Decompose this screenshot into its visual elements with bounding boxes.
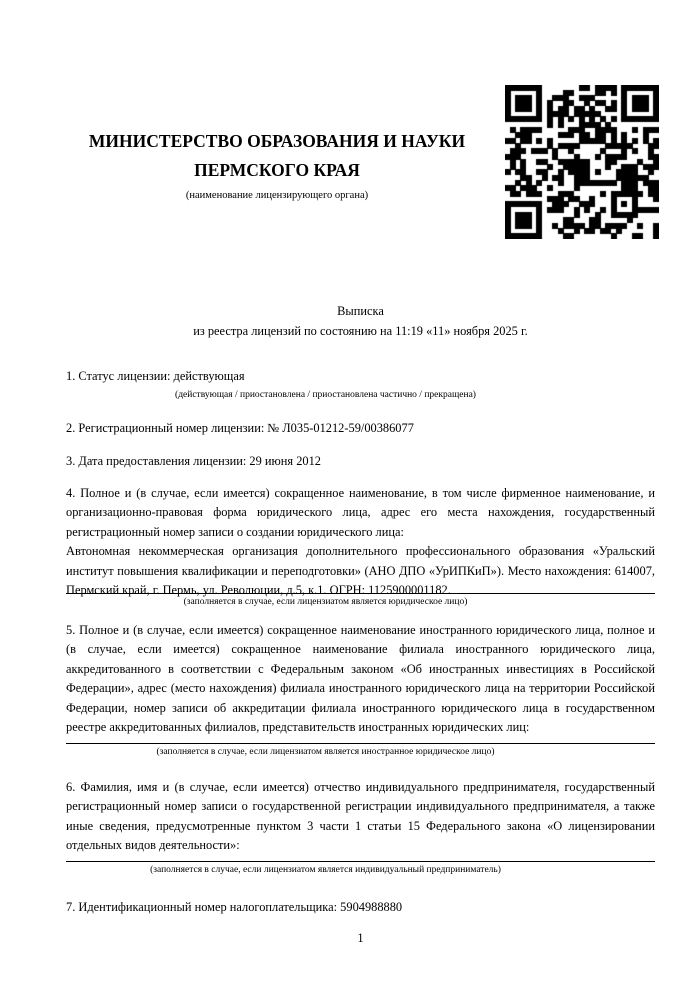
authority-name-line2: ПЕРМСКОГО КРАЯ xyxy=(194,160,360,180)
legal-entity-question: 4. Полное и (в случае, если имеется) сокращенное наименование, в том числе фирменное наименование, и организационно-правовая форма юридического лица, адрес его места нахождения, государственный регистрационный номер записи о создании юридического лица: xyxy=(66,486,655,539)
qr-code-icon xyxy=(505,85,659,239)
authority-name-line1: МИНИСТЕРСТВО ОБРАЗОВАНИЯ И НАУКИ xyxy=(88,131,466,151)
foreign-entity-underline xyxy=(66,743,655,744)
registration-number-text: 2. Регистрационный номер лицензии: № Л035-01212-59/00386077 xyxy=(66,421,414,435)
legal-entity-answer: Автономная некоммерческая организация дополнительного профессионального образования «Уральский институт повышения квалификации и переподготовки» (АНО ДПО «УрИПКиП»). Место нахождения: 614007, Пермский край, г. Пермь, ул. Революции, д.5, к.1. ОГРН: 1125900001182. xyxy=(66,544,655,598)
license-status-text: 1. Статус лицензии: действующая xyxy=(66,369,245,383)
document-title-line1: Выписка xyxy=(337,304,384,318)
page-number: 1 xyxy=(357,931,364,945)
entrepreneur-caption: (заполняется в случае, если лицензиатом является индивидуальный предприниматель) xyxy=(150,864,501,875)
authority-name-caption: (наименование лицензирующего органа) xyxy=(185,190,369,201)
section-taxpayer-id xyxy=(66,898,655,917)
section-registration-number xyxy=(66,419,655,438)
section-legal-entity xyxy=(66,484,655,609)
license-status-caption: (действующая / приостановлена / приостановлена частично / прекращена) xyxy=(175,390,476,401)
grant-date-text: 3. Дата предоставления лицензии: 29 июня 2012 xyxy=(66,454,322,468)
taxpayer-id-text: 7. Идентификационный номер налогоплательщика: 5904988880 xyxy=(66,900,403,914)
foreign-entity-caption: (заполняется в случае, если лицензиатом является иностранное юридическое лицо) xyxy=(156,747,495,758)
foreign-entity-question: 5. Полное и (в случае, если имеется) сокращенное наименование иностранного юридического лица, полное и (в случае, если имеется) сокращенное наименование филиала иностранного юридического лица, аккредитованного в соответствии с Федеральным законом «Об иностранных инвестициях в Российской Федерации», адрес (место нахождения) филиала иностранного юридического лица на территории Российской Федерации, номер записи об аккредитации филиала иностранного юридического лица в государственном реестре аккредитованных филиалов, представительств иностранных юридических лиц: xyxy=(66,623,655,735)
entrepreneur-question: 6. Фамилия, имя и (в случае, если имеется) отчество индивидуального предпринимателя, государственный регистрационный номер записи о государственной регистрации индивидуального предпринимателя, а также иные сведения, предусмотренные пунктом 3 части 1 статьи 15 Федерального закона «О лицензировании отдельных видов деятельности»: xyxy=(66,780,655,853)
document-title xyxy=(66,301,655,341)
document-title-line2: из реестра лицензий по состоянию на 11:19 «11» ноября 2025 г. xyxy=(193,324,528,338)
section-grant-date xyxy=(66,452,655,471)
entrepreneur-underline xyxy=(66,861,655,862)
legal-entity-caption: (заполняется в случае, если лицензиатом является юридическое лицо) xyxy=(183,597,468,608)
licensing-authority-header xyxy=(66,127,488,203)
section-foreign-entity xyxy=(66,621,655,759)
section-license-status xyxy=(66,367,655,402)
section-entrepreneur xyxy=(66,778,655,877)
